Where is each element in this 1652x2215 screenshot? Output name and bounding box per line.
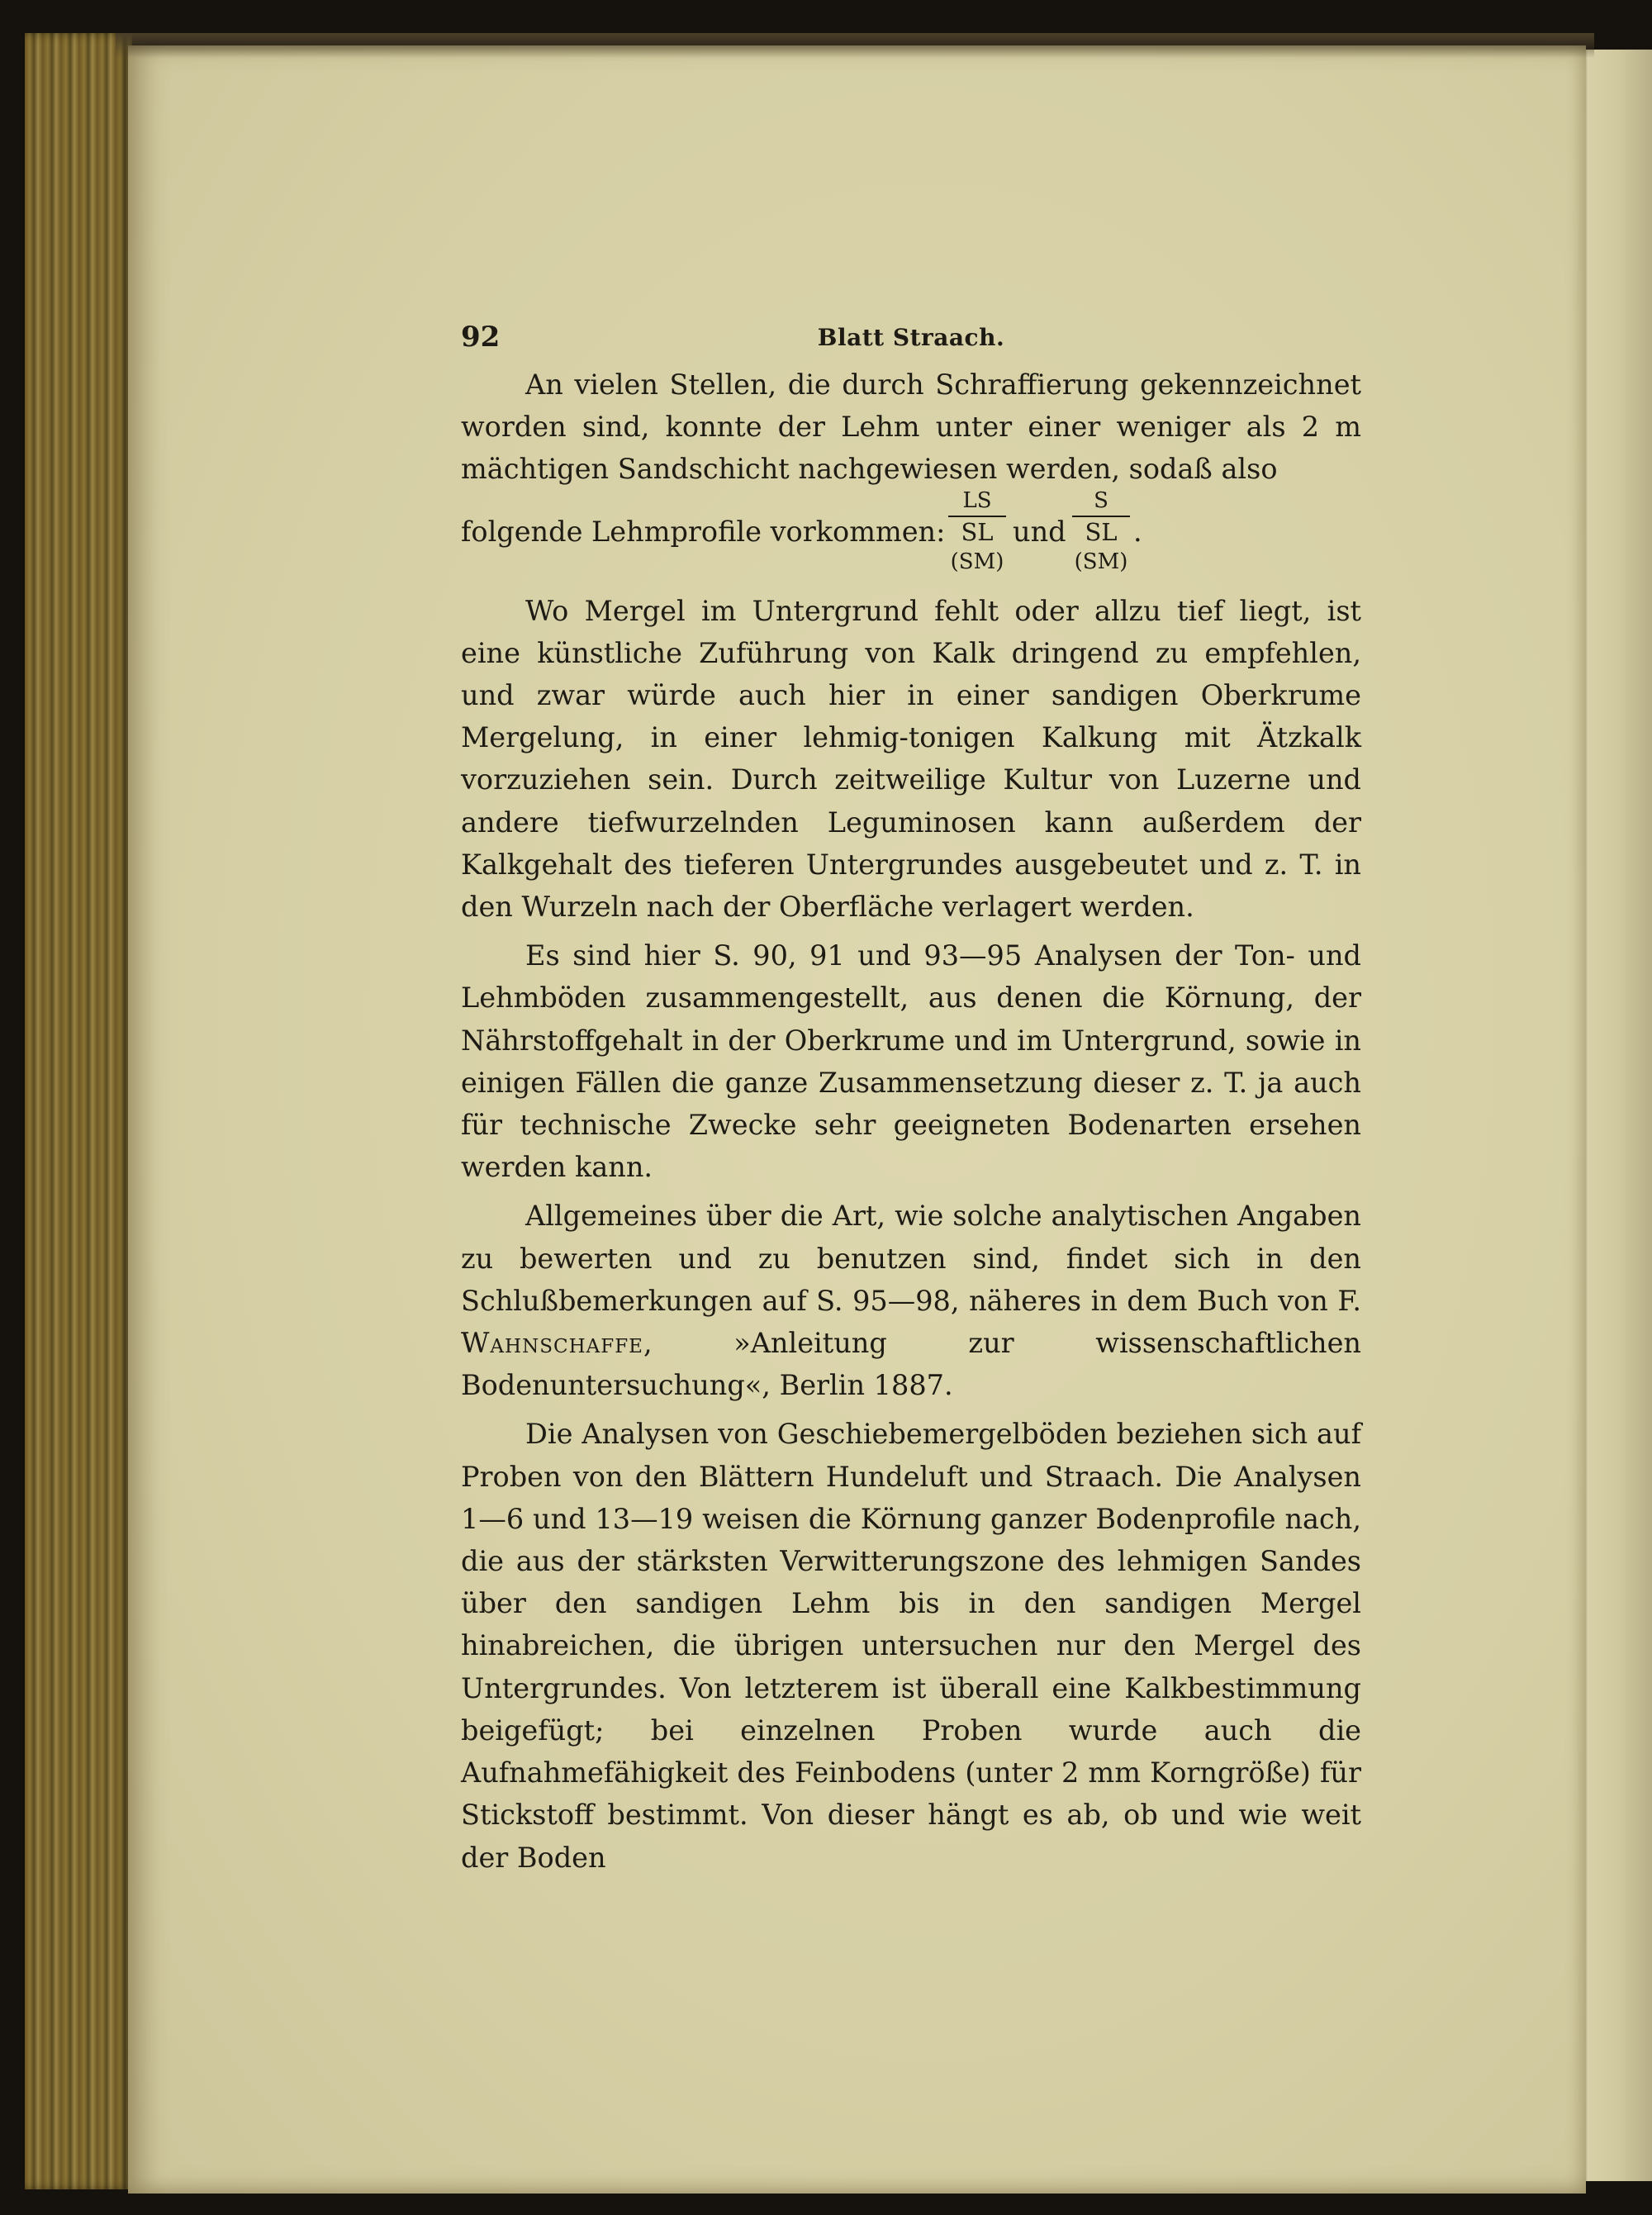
- author-name: Wahnschaffe: [461, 1327, 643, 1360]
- running-title: Blatt Straach.: [817, 324, 1005, 351]
- text-block: [461, 314, 1361, 1879]
- running-head: [461, 314, 1361, 364]
- left-page-edges: [25, 33, 132, 2189]
- fraction-1-middle: SL: [948, 516, 1006, 547]
- paragraph-4-text-after: , »Anleitung zur wissenschaftlichen Bodenuntersuchung«, Berlin 1887.: [461, 1327, 1361, 1402]
- formula-period: .: [1133, 515, 1142, 548]
- paragraph-5: Die Analysen von Geschiebemergelböden beziehen sich auf Proben von den Blättern Hundeluft und Straach. Die Analysen 1—6 und 13—19 weisen die Körnung ganzer Bodenprofile nach, die aus der stärksten Verwitterungszone des lehmigen Sandes über den sandigen Lehm bis in den sandigen Mergel hinabreichen, die übrigen untersuchen nur den Mergel des Untergrundes. Von letzterem ist überall eine Kalkbestimmung beigefügt; bei einzelnen Proben wurde auch die Aufnahmefähigkeit des Feinbodens (unter 2 mm Korngröße) für Stickstoff bestimmt. Von dieser hängt es ab, ob und wie weit der Boden: [461, 1418, 1361, 1874]
- formula-lead-text: folgende Lehmprofile vorkommen:: [461, 515, 946, 548]
- fraction-2-bottom: (SM): [1074, 549, 1128, 574]
- profile-fraction-1: [948, 486, 1006, 577]
- fraction-1-top: LS: [962, 487, 992, 513]
- page-number: 92: [461, 321, 501, 354]
- fraction-2-top: S: [1094, 487, 1108, 513]
- profile-formula: [461, 486, 1361, 583]
- paragraph-4: [461, 1195, 1361, 1406]
- paragraph-1: An vielen Stellen, die durch Schraffierung gekennzeichnet worden sind, konnte der Lehm unter einer weniger als 2 m mächtigen Sandschicht nachgewiesen werden, sodaß also: [461, 368, 1361, 486]
- profile-fraction-2: [1072, 486, 1130, 577]
- fraction-1-bottom: (SM): [950, 549, 1004, 574]
- fraction-2-middle: SL: [1072, 516, 1130, 547]
- formula-connector: und: [1013, 515, 1066, 548]
- paragraph-2: Wo Mergel im Untergrund fehlt oder allzu tief liegt, ist eine künstliche Zuführung von Kalk dringend zu empfehlen, und zwar würde auch hier in einer sandigen Oberkrume Mergelung, in einer lehmig-tonigen Kalkung mit Ätzkalk vorzuziehen sein. Durch zeitweilige Kultur von Luzerne und andere tiefwurzelnden Leguminosen kann außerdem der Kalkgehalt des tieferen Untergrundes ausgebeutet und z. T. in den Wurzeln nach der Oberfläche verlagert werden.: [461, 594, 1361, 924]
- paragraph-4-text-before: Allgemeines über die Art, wie solche analytischen Angaben zu bewerten und zu benutzen sind, findet sich in den Schlußbemerkungen auf S. 95—98, näheres in dem Buch von F.: [461, 1200, 1361, 1317]
- right-page-edge: [1578, 50, 1652, 2181]
- paragraph-3: Es sind hier S. 90, 91 und 93—95 Analysen der Ton- und Lehmböden zusammengestellt, aus denen die Körnung, der Nährstoffgehalt in der Oberkrume und im Untergrund, sowie in einigen Fällen die ganze Zusammensetzung dieser z. T. ja auch für technische Zwecke sehr geeigneten Bodenarten ersehen werden kann.: [461, 939, 1361, 1184]
- top-shadow: [116, 33, 1594, 58]
